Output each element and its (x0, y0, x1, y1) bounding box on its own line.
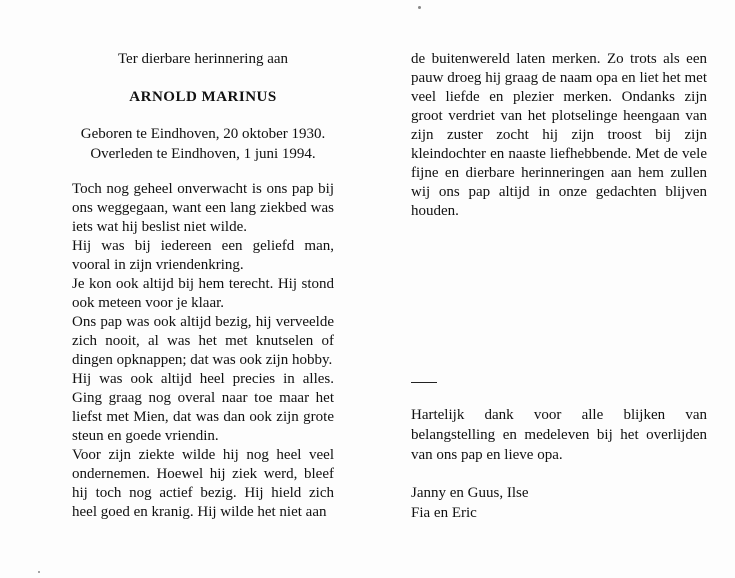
eulogy-paragraph: Toch nog geheel onverwacht is ons pap bij ons weggegaan, want een lang ziekbed was iets wat hij beslist niet wilde. (72, 181, 334, 235)
signature-line: Fia en Eric (411, 505, 477, 521)
deceased-name: ARNOLD MARINUS (129, 89, 277, 105)
eulogy-paragraph: Voor zijn ziekte wilde hij nog heel veel ondernemen. Hoewel hij ziek werd, bleef hij toch nog actief bezig. Hij hield zich heel goed en kranig. Hij wilde het niet aan (72, 447, 334, 520)
dates-block (72, 124, 334, 164)
eulogy-paragraph: Ons pap was ook altijd bezig, hij verveelde zich nooit, al was het met knutselen of dingen opknappen; dat was ook zijn hobby. (72, 314, 334, 368)
intro-text: Ter dierbare herinnering aan (117, 51, 289, 67)
eulogy-paragraph: Je kon ook altijd bij hem terecht. Hij stond ook meteen voor je klaar. (72, 276, 334, 311)
thanks-text: Hartelijk dank voor alle blijken van belangstelling en medeleven bij het overlijden van ons pap en lieve opa. (411, 407, 707, 463)
death-line: Overleden te Eindhoven, 1 juni 1994. (90, 146, 316, 162)
left-column (72, 50, 334, 522)
eulogy-paragraph: Hij was bij iedereen een geliefd man, vooral in zijn vriendenkring. (72, 238, 334, 273)
scan-speck (418, 6, 421, 9)
eulogy-left (72, 180, 334, 522)
divider-rule (411, 382, 437, 383)
signature-block (411, 483, 707, 523)
birth-line: Geboren te Eindhoven, 20 oktober 1930. (80, 126, 326, 142)
scan-speck (38, 571, 40, 573)
right-column (411, 50, 707, 221)
signature-line: Janny en Guus, Ilse (411, 485, 529, 501)
eulogy-continuation: de buitenwereld laten merken. Zo trots als een pauw droeg hij graag de naam opa en liet het met veel liefde en plezier merken. Ondanks zijn groot verdriet van het plotselinge heengaan van zijn zuster zocht hij zijn troost bij zijn kleindochter en naaste liefhebbende. Met de vele fijne en dierbare herinneringen aan hem zullen wij ons pap altijd in onze gedachten blijven houden. (411, 51, 707, 219)
eulogy-paragraph: Hij was ook altijd heel precies in alles. Ging graag nog overal naar toe maar het liefst met Mien, dat was dan ook zijn grote steun en goede vriendin. (72, 371, 334, 444)
